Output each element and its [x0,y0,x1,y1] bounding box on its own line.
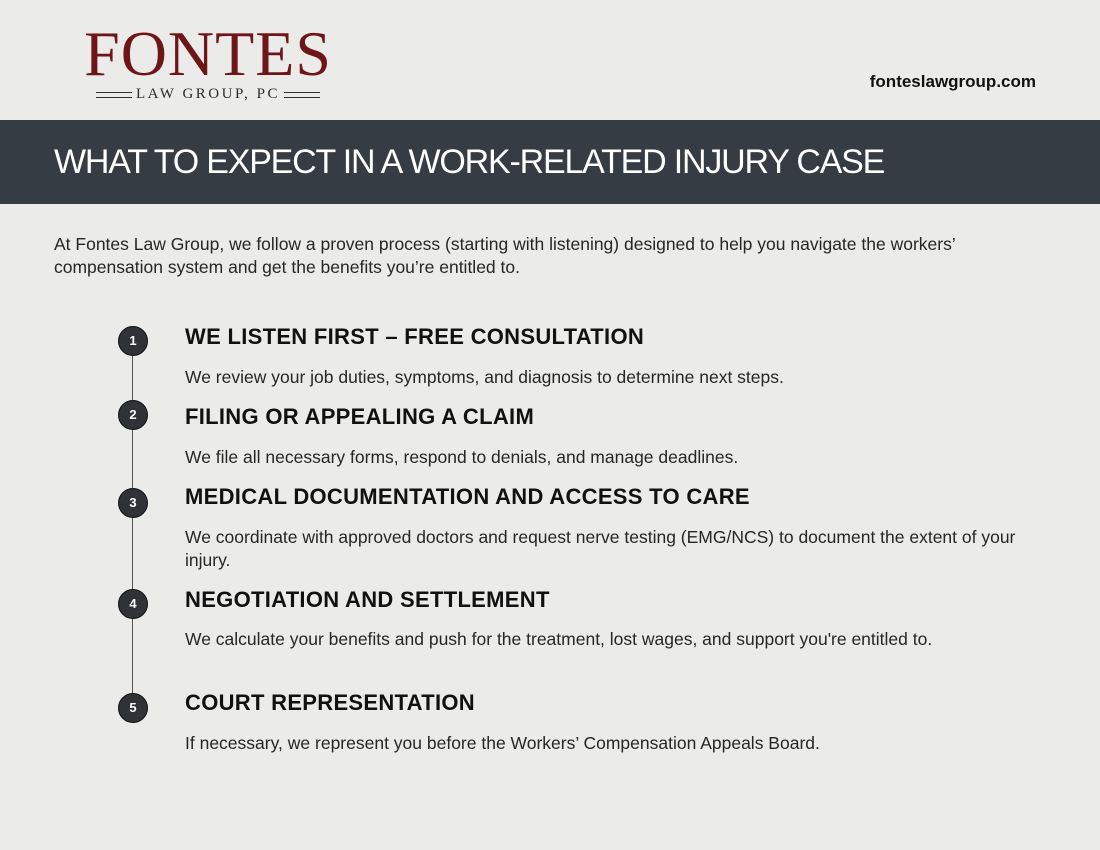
step-title: MEDICAL DOCUMENTATION AND ACCESS TO CARE [185,484,750,509]
logo-rule-left [96,92,132,98]
step-description: We coordinate with approved doctors and request nerve testing (EMG/NCS) to document the extent of your injury. [185,527,1016,570]
step-title: WE LISTEN FIRST – FREE CONSULTATION [185,324,645,349]
logo-wordmark: FONTES [84,18,332,89]
step-number-badge: 3 [118,488,148,518]
step-description: We review your job duties, symptoms, and diagnosis to determine next steps. [185,367,784,387]
intro-paragraph: At Fontes Law Group, we follow a proven process (starting with listening) designed to help you navigate the workers’ compensation system and get the benefits you’re entitled to. [54,234,956,277]
step-description: We calculate your benefits and push for the treatment, lost wages, and support you're entitled to. [185,629,933,649]
step-title: FILING OR APPEALING A CLAIM [185,404,535,429]
website-link[interactable]: fonteslawgroup.com [869,72,1036,91]
step-description: If necessary, we represent you before the Workers’ Compensation Appeals Board. [185,733,820,753]
step-number-badge: 2 [118,400,148,430]
law-firm-logo [66,18,350,103]
step-number-badge: 5 [118,693,148,723]
step-description: We file all necessary forms, respond to denials, and manage deadlines. [185,447,739,467]
step-number-badge: 4 [118,589,148,619]
timeline-connector [132,340,133,708]
logo-subtitle: LAW GROUP, PC [136,86,280,102]
step-number-badge: 1 [118,326,148,356]
page-title: WHAT TO EXPECT IN A WORK-RELATED INJURY CASE [54,143,885,181]
step-title: NEGOTIATION AND SETTLEMENT [185,587,550,612]
step-title: COURT REPRESENTATION [185,690,475,715]
logo-rule-right [284,92,320,98]
